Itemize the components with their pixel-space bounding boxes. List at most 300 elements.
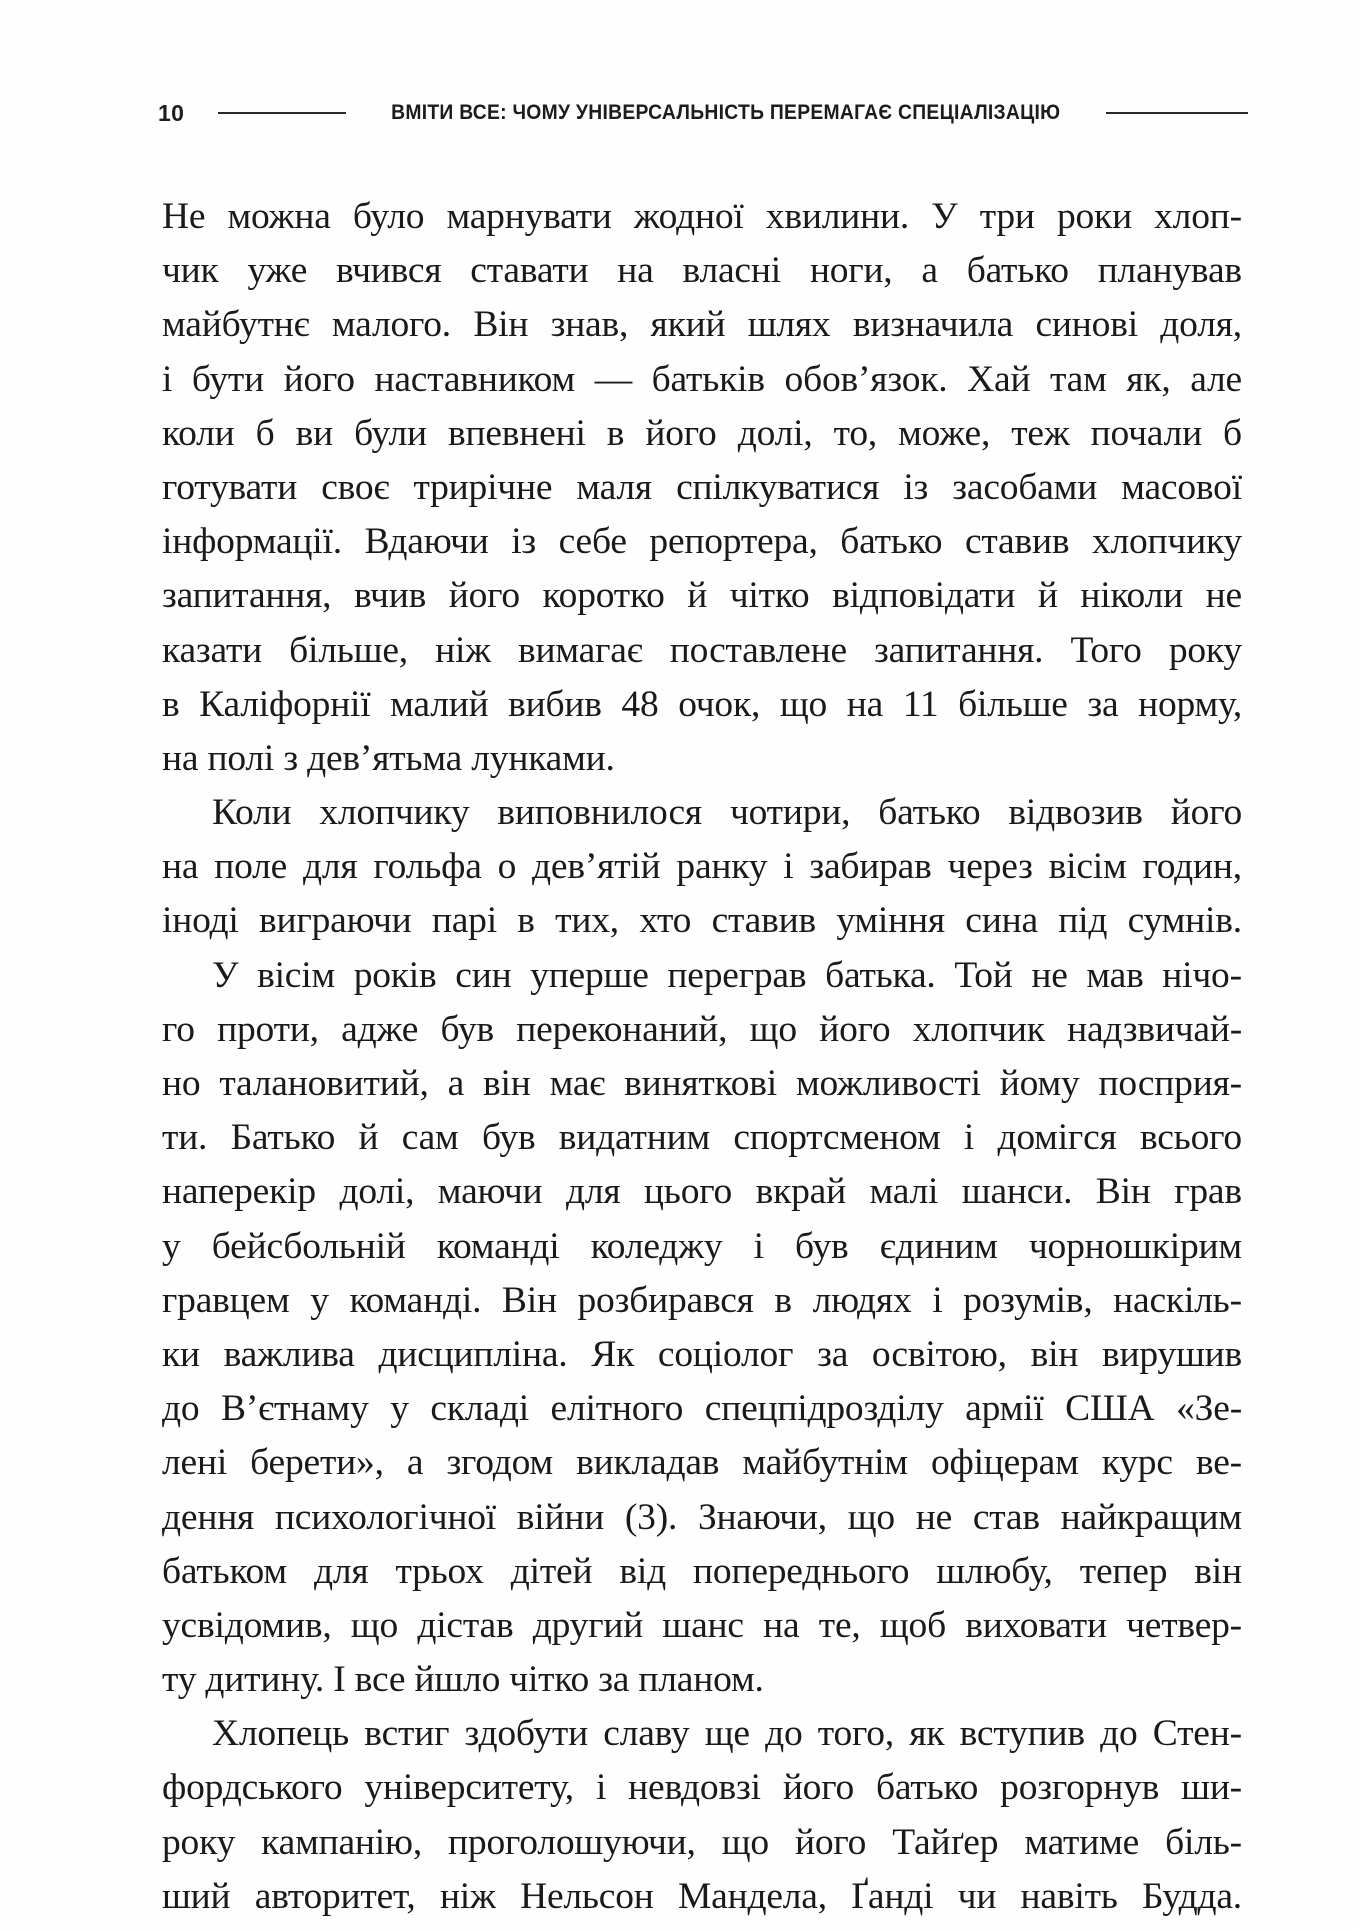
word: шлюбу, <box>936 1550 1053 1592</box>
word: ще <box>704 1713 750 1755</box>
word: лені <box>162 1442 228 1484</box>
text-line <box>162 1328 1242 1382</box>
word: наставником <box>374 358 576 400</box>
text-line <box>162 298 1242 352</box>
word: Стен- <box>1152 1713 1242 1755</box>
word: ніколи <box>1080 575 1183 617</box>
word: бути <box>191 358 264 400</box>
word: психологічної <box>274 1496 496 1538</box>
word: для <box>565 1171 621 1213</box>
word: хлопчику <box>319 792 470 834</box>
word: «Зе- <box>1176 1388 1242 1430</box>
word: що <box>350 1604 399 1646</box>
word: а <box>406 1442 424 1484</box>
word: цього <box>643 1171 733 1213</box>
word: виняткові <box>624 1063 778 1104</box>
word: Будда. <box>1142 1875 1242 1917</box>
word: видатним <box>558 1117 710 1159</box>
word: соціолог <box>657 1333 794 1375</box>
word: його <box>819 1008 891 1050</box>
word: Хай <box>967 358 1031 400</box>
word: (3). <box>624 1496 678 1538</box>
word: що <box>779 683 828 725</box>
word: знав, <box>550 304 629 346</box>
word: Вдаючи <box>364 521 489 563</box>
word: від <box>619 1550 666 1592</box>
word: малі <box>869 1171 939 1213</box>
word: його <box>645 412 717 454</box>
text-line <box>162 1436 1242 1490</box>
text-line <box>162 1111 1242 1165</box>
word: малого. <box>331 304 451 346</box>
word: його <box>794 1821 867 1863</box>
word: Ґанді <box>851 1875 934 1917</box>
word: і <box>963 1117 975 1159</box>
word: годин, <box>1142 846 1242 888</box>
word: проти, <box>217 1008 319 1050</box>
word: вступив <box>959 1713 1085 1755</box>
word: із <box>511 521 537 563</box>
word: наскіль- <box>1113 1279 1242 1321</box>
text-line <box>162 678 1242 732</box>
word: а <box>921 250 938 292</box>
word: його <box>283 358 355 400</box>
word: єдиним <box>879 1225 998 1267</box>
word: Мандела, <box>678 1875 827 1917</box>
word: коротко <box>542 575 665 617</box>
word: те, <box>818 1604 861 1646</box>
word: став <box>972 1496 1040 1538</box>
word: репортера, <box>649 521 818 563</box>
word: невдовзі <box>628 1767 761 1809</box>
word: шанси. <box>961 1171 1073 1213</box>
word: б <box>1223 412 1242 454</box>
text-line <box>162 1761 1242 1815</box>
text-line <box>162 353 1242 407</box>
word: ранку <box>676 846 768 888</box>
word: долі, <box>737 412 813 454</box>
word: чик <box>162 250 219 292</box>
word: був <box>481 1117 536 1159</box>
word: чотири, <box>729 792 851 834</box>
word: було <box>352 196 425 237</box>
word: 48 <box>621 683 659 725</box>
running-header <box>158 97 1248 129</box>
word: ши- <box>1181 1767 1242 1809</box>
word: його <box>1170 792 1242 834</box>
word: на <box>763 1604 800 1646</box>
word: на <box>162 846 199 888</box>
word: Знаючи, <box>697 1496 827 1538</box>
word: але <box>1190 358 1242 400</box>
word: хлоп- <box>1154 196 1242 237</box>
word: у <box>162 1225 181 1267</box>
word: В’єтнаму <box>221 1388 369 1430</box>
word: четвер- <box>1126 1604 1242 1646</box>
word: норму, <box>1138 683 1242 725</box>
word: гольфа <box>373 846 482 888</box>
word: курс <box>1101 1442 1173 1484</box>
word: на <box>846 683 884 725</box>
word: команді. <box>349 1279 482 1321</box>
word: навіть <box>1020 1875 1118 1917</box>
word: ве- <box>1195 1442 1242 1484</box>
word: кампанію, <box>261 1821 422 1863</box>
text-line <box>162 515 1242 569</box>
word: що <box>721 1821 769 1863</box>
word: освітою, <box>871 1333 1007 1375</box>
word: Каліфорнії <box>199 683 371 725</box>
text-line <box>162 1274 1242 1328</box>
word: офіцерам <box>930 1442 1079 1484</box>
word: і <box>783 846 794 888</box>
word: команді <box>436 1225 560 1267</box>
word: до <box>765 1713 803 1755</box>
word: в <box>774 1279 792 1321</box>
word: доля, <box>1160 304 1242 346</box>
word: ший <box>162 1875 231 1917</box>
word: армії <box>965 1388 1044 1430</box>
word: обов’язок. <box>784 358 948 400</box>
word: для <box>303 846 358 888</box>
word: спортсменом <box>733 1117 941 1159</box>
word: себе <box>558 521 627 563</box>
word: син <box>455 954 512 996</box>
word: і <box>932 1279 943 1321</box>
text-line <box>162 1870 1242 1924</box>
word: ніж <box>439 1875 496 1917</box>
word: його <box>448 575 520 617</box>
word: більше, <box>289 629 408 671</box>
word: за <box>1087 683 1119 725</box>
word: уперше <box>530 954 649 996</box>
word: спілкуватися <box>676 466 880 508</box>
word: щоб <box>879 1604 946 1646</box>
word: го <box>162 1008 195 1050</box>
word: фордського <box>162 1767 343 1809</box>
text-line <box>162 190 1242 244</box>
word: року <box>1168 629 1242 671</box>
word: й <box>687 575 708 617</box>
paragraph-first-line <box>162 1707 1242 1761</box>
word: авторитет, <box>254 1875 416 1917</box>
word: Коли <box>212 792 292 834</box>
word: переграв <box>667 954 807 996</box>
word: своє <box>321 466 390 508</box>
word: біль- <box>1165 1821 1242 1863</box>
text-line <box>162 1057 1242 1111</box>
header-rule-left <box>218 112 346 114</box>
word: б <box>255 412 275 454</box>
word: його <box>782 1767 855 1809</box>
word: вісім <box>1048 846 1127 888</box>
text-line: на полі з дев’ятьма лунками. <box>162 737 615 779</box>
word: який <box>650 304 726 346</box>
word: через <box>947 846 1033 888</box>
word: вчив <box>353 575 427 617</box>
word: не <box>1031 954 1068 996</box>
word: домігся <box>997 1117 1117 1159</box>
text-line <box>162 1382 1242 1436</box>
word: дітей <box>510 1550 593 1592</box>
word: сумнів. <box>1127 900 1242 942</box>
word: поставлене <box>669 629 847 671</box>
word: йому <box>999 1063 1080 1104</box>
word: що <box>847 1496 895 1538</box>
word: він <box>1194 1550 1242 1592</box>
word: батька. <box>825 954 936 996</box>
word: він <box>1030 1333 1079 1375</box>
word: в <box>517 900 535 942</box>
word: найкращим <box>1060 1496 1242 1538</box>
word: масової <box>1121 466 1242 508</box>
word: складі <box>430 1388 529 1430</box>
word: й <box>358 1117 379 1159</box>
word: У <box>931 196 958 237</box>
word: мав <box>1086 954 1144 996</box>
word: був <box>795 1225 849 1267</box>
word: другий <box>532 1604 644 1646</box>
word: синові <box>1035 304 1138 346</box>
word: у <box>310 1279 329 1321</box>
word: викладав <box>576 1442 720 1484</box>
word: батьків <box>651 358 765 400</box>
word: адже <box>341 1008 419 1050</box>
word: майбутнім <box>742 1442 908 1484</box>
word: маля <box>576 466 652 508</box>
word: хлопчику <box>1091 521 1242 563</box>
word: під <box>1058 900 1108 942</box>
word: коли <box>162 412 235 454</box>
word: і <box>162 358 173 400</box>
word: коледжу <box>590 1225 723 1267</box>
word: Той <box>954 954 1013 996</box>
word: батько <box>840 521 943 563</box>
word: й <box>1037 575 1058 617</box>
word: років <box>353 954 437 996</box>
word: малий <box>390 683 489 725</box>
word: має <box>549 1063 606 1104</box>
paragraph-first-line <box>162 949 1242 1003</box>
word: власні <box>682 250 781 292</box>
word: хлопчик <box>912 1008 1045 1050</box>
word: на <box>617 250 654 292</box>
word: вкрай <box>755 1171 846 1213</box>
word: людях <box>812 1279 912 1321</box>
word: батько <box>878 792 981 834</box>
text-line <box>162 1220 1242 1274</box>
word: здобути <box>464 1713 588 1755</box>
word: уміння <box>836 900 945 942</box>
word: можна <box>227 196 331 237</box>
word: славу <box>603 1713 690 1755</box>
word: інформації. <box>162 521 342 563</box>
word: забирав <box>809 846 932 888</box>
text-line <box>162 624 1242 678</box>
word: почали <box>1090 412 1202 454</box>
text-line <box>162 407 1242 461</box>
word: відповідати <box>832 575 1016 617</box>
word: попереднього <box>693 1550 910 1592</box>
word: ти. <box>162 1117 208 1159</box>
word: гравцем <box>162 1279 290 1321</box>
word: ноги, <box>809 250 893 292</box>
word: дістав <box>417 1604 514 1646</box>
word: нічо- <box>1162 954 1242 996</box>
word: о <box>497 846 517 888</box>
word: чи <box>957 1875 997 1917</box>
word: тепер <box>1079 1550 1168 1592</box>
word: до <box>162 1388 200 1430</box>
word: чорношкірим <box>1028 1225 1242 1267</box>
word: теж <box>1011 412 1070 454</box>
word: згодом <box>446 1442 554 1484</box>
word: розумів, <box>963 1279 1093 1321</box>
word: ки <box>162 1333 200 1375</box>
word: року <box>162 1821 236 1863</box>
header-rule-right <box>1106 112 1248 114</box>
word: бейсбольній <box>211 1225 406 1267</box>
word: в <box>606 412 625 454</box>
word: Він <box>473 304 529 346</box>
word: трирічне <box>413 466 553 508</box>
word: жодної <box>633 196 744 237</box>
word: війни <box>516 1496 605 1538</box>
book-title: ВМІТИ ВСЕ: ЧОМУ УНІВЕРСАЛЬНІСТЬ ПЕРЕМАГАЄ СПЕЦІАЛІЗАЦІЮ <box>391 101 1061 124</box>
word: ставив <box>964 521 1070 563</box>
word: в <box>162 683 180 725</box>
word: ви <box>295 412 334 454</box>
word: посприя- <box>1098 1063 1242 1104</box>
word: важлива <box>223 1333 355 1375</box>
word: шлях <box>747 304 831 346</box>
text-line <box>162 1003 1242 1057</box>
word: вчився <box>336 250 442 292</box>
word: У <box>212 954 239 996</box>
word: вирушив <box>1101 1333 1242 1375</box>
word: елітного <box>550 1388 684 1430</box>
page-number: 10 <box>158 99 185 126</box>
word: виховати <box>965 1604 1107 1646</box>
word: майбутнє <box>162 304 310 346</box>
word: талановитий, <box>219 1063 429 1104</box>
word: поле <box>214 846 288 888</box>
word: був <box>440 1008 494 1050</box>
word: що <box>749 1008 797 1050</box>
text-line <box>162 1545 1242 1599</box>
text-line <box>162 1816 1242 1870</box>
text-line <box>162 244 1242 298</box>
word: впевнені <box>447 412 586 454</box>
word: матиме <box>1024 1821 1140 1863</box>
word: ставив <box>711 900 816 942</box>
word: дев’ятій <box>532 846 661 888</box>
word: того, <box>817 1713 894 1755</box>
word: спецпідрозділу <box>704 1388 944 1430</box>
word: були <box>354 412 427 454</box>
word: надзвичай- <box>1067 1008 1242 1050</box>
word: США <box>1065 1388 1155 1430</box>
word: роки <box>1056 196 1132 237</box>
word: Як <box>591 1333 635 1375</box>
word: то, <box>833 412 878 454</box>
word: 11 <box>902 683 939 725</box>
paragraph-first-line <box>162 786 1242 840</box>
word: наперекір <box>162 1171 316 1213</box>
word: три <box>979 196 1035 237</box>
word: Він <box>1095 1171 1151 1213</box>
word: із <box>903 466 929 508</box>
word: до <box>1100 1713 1138 1755</box>
word: Того <box>1070 629 1142 671</box>
word: батько <box>876 1767 979 1809</box>
word: трьох <box>395 1550 484 1592</box>
word: уже <box>247 250 308 292</box>
word: ставати <box>470 250 589 292</box>
word: у <box>390 1388 409 1430</box>
word: для <box>313 1550 369 1592</box>
word: батько <box>966 250 1069 292</box>
word: вісім <box>257 954 335 996</box>
text-line <box>162 461 1242 515</box>
word: не <box>915 1496 953 1538</box>
word: — <box>594 358 633 400</box>
word: можливості <box>795 1063 981 1104</box>
word: усвідомив, <box>162 1604 332 1646</box>
word: маючи <box>437 1171 543 1213</box>
word: берети», <box>250 1442 384 1484</box>
word: казати <box>162 629 263 671</box>
word: проголошуючи, <box>448 1821 696 1863</box>
word: вимагає <box>517 629 643 671</box>
word: як <box>909 1713 945 1755</box>
word: запитання, <box>162 575 332 617</box>
word: може, <box>898 412 991 454</box>
word: шанс <box>662 1604 744 1646</box>
body-text <box>162 190 1242 1924</box>
word: тих, <box>555 900 619 942</box>
word: Батько <box>230 1117 336 1159</box>
text-line: ту дитину. І все йшло чітко за планом. <box>162 1659 764 1701</box>
word: Він <box>501 1279 557 1321</box>
text-line <box>162 1165 1242 1219</box>
word: грав <box>1174 1171 1242 1213</box>
text-line <box>162 1491 1242 1545</box>
word: визначила <box>852 304 1014 346</box>
word: більше <box>958 683 1068 725</box>
word: виграючи <box>259 900 412 942</box>
word: університету, <box>364 1767 574 1809</box>
word: Не <box>162 196 206 237</box>
word: Хлопець <box>212 1713 350 1755</box>
word: Нельсон <box>520 1875 654 1917</box>
word: виповнилося <box>497 792 702 834</box>
word: і <box>753 1225 764 1267</box>
word: запитання. <box>874 629 1044 671</box>
word: очок, <box>678 683 761 725</box>
text-line <box>162 569 1242 623</box>
word: ніж <box>435 629 491 671</box>
word: відвозив <box>1008 792 1143 834</box>
word: Тайґер <box>892 1821 999 1863</box>
word: батьком <box>162 1550 287 1592</box>
word: встиг <box>364 1713 450 1755</box>
word: чітко <box>729 575 810 617</box>
word: за <box>817 1333 849 1375</box>
word: як, <box>1126 358 1171 400</box>
word: і <box>595 1767 607 1809</box>
word: там <box>1050 358 1107 400</box>
